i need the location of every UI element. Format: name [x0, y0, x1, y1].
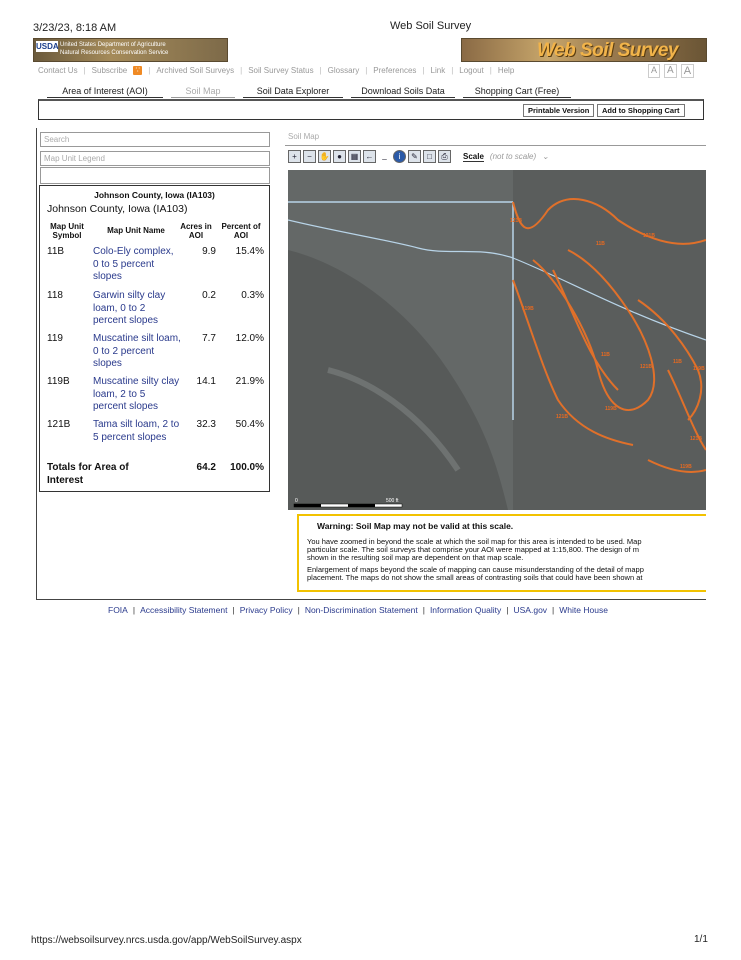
footer-information-quality[interactable]: Information Quality: [429, 605, 502, 615]
unit-symbol: 121B: [47, 419, 71, 430]
zoom-out-icon[interactable]: −: [303, 150, 316, 163]
site-footer: FOIA | Accessibility Statement | Privacy Policy | Non-Discrimination Statement | Information Quality | USA.gov | White House: [108, 605, 608, 615]
print-url: https://websoilsurvey.nrcs.usda.gov/app/WebSoilSurvey.aspx: [31, 935, 302, 946]
footer-accessibility[interactable]: Accessibility Statement: [140, 605, 228, 615]
warning-line: shown in the resulting soil map are dependent on that map scale.: [307, 553, 524, 562]
soil-label: 11B: [673, 359, 682, 365]
soil-map-image[interactable]: [288, 170, 706, 510]
tab-soil-map[interactable]: Soil Map: [171, 86, 235, 98]
tab-aoi[interactable]: Area of Interest (AOI): [47, 86, 163, 98]
pan-icon[interactable]: ✋: [319, 152, 330, 161]
footer-white-house[interactable]: White House: [559, 605, 608, 615]
svg-text:0: 0: [295, 498, 298, 504]
nav-status[interactable]: Soil Survey Status: [248, 66, 314, 75]
warning-line: You have zoomed in beyond the scale at which the soil map for this area is intended to be used. Map: [307, 537, 642, 546]
warning-line: Enlargement of maps beyond the scale of mapping can cause misunderstanding of the detail of mapp: [307, 565, 644, 574]
usda-agency-text: United States Department of Agriculture Natural Resources Conservation Service: [60, 42, 169, 56]
add-to-cart-button[interactable]: Add to Shopping Cart: [597, 104, 685, 117]
measure-icon[interactable]: ✎: [408, 150, 421, 163]
tab-download-soils-data[interactable]: Download Soils Data: [351, 86, 455, 98]
footer-privacy[interactable]: Privacy Policy: [239, 605, 293, 615]
unit-acres: 7.7: [202, 333, 216, 344]
wss-title: Web Soil Survey: [536, 40, 678, 61]
soil-label: 11B: [601, 352, 610, 358]
text-size-small[interactable]: A: [648, 64, 660, 78]
nav-help[interactable]: Help: [497, 66, 515, 75]
footer-non-discrimination[interactable]: Non-Discrimination Statement: [304, 605, 418, 615]
svg-text:500 ft: 500 ft: [386, 498, 399, 504]
chevron-down-icon[interactable]: ⌄: [542, 152, 549, 161]
nav-preferences[interactable]: Preferences: [373, 66, 417, 75]
soil-label: 121B: [510, 218, 522, 224]
soil-label: 121B: [643, 233, 655, 239]
nav-subscribe[interactable]: Subscribe: [91, 66, 128, 75]
legend-title: Johnson County, Iowa (IA103): [94, 190, 215, 200]
scale-label: Scale: [463, 151, 484, 161]
unit-percent: 12.0%: [235, 333, 264, 344]
unit-name-link[interactable]: Garwin silty clay loam, 0 to 2 percent slopes: [93, 290, 166, 326]
col-name-header: Map Unit Name: [107, 226, 165, 235]
unit-acres: 9.9: [202, 246, 216, 257]
print-datetime: 3/23/23, 8:18 AM: [33, 22, 117, 34]
usda-banner[interactable]: [33, 38, 228, 62]
printable-version-button[interactable]: Printable Version: [523, 104, 594, 117]
main-tabs: [47, 86, 588, 98]
soil-map-header[interactable]: Soil Map: [285, 132, 706, 146]
nav-glossary[interactable]: Glossary: [327, 66, 360, 75]
unit-name-link[interactable]: Muscatine silt loam, 0 to 2 percent slopes: [93, 333, 181, 369]
totals-label: Totals for Area of Interest: [47, 462, 129, 486]
col-symbol-header: Map Unit Symbol: [50, 222, 84, 240]
map-unit-legend: [39, 185, 270, 492]
soil-label: 119B: [522, 306, 534, 312]
soil-label: 119B: [605, 406, 617, 412]
soil-label: 119B: [693, 366, 705, 372]
footer-usa-gov[interactable]: USA.gov: [513, 605, 548, 615]
forward-arrow-icon[interactable]: _: [382, 151, 387, 160]
soil-label: 121B: [690, 436, 702, 442]
warning-line: placement. The maps do not show the small areas of contrasting soils that could have been shown at: [307, 573, 643, 582]
top-nav: Contact Us | Subscribe ∵ | Archived Soil Surveys | Soil Survey Status | Glossary | Preferences | Link | Logout | Help: [38, 66, 515, 75]
unit-percent: 0.3%: [241, 290, 264, 301]
unit-symbol: 11B: [47, 246, 65, 257]
unit-name-link[interactable]: Colo-Ely complex, 0 to 5 percent slopes: [93, 246, 174, 282]
unit-name-link[interactable]: Muscatine silty clay loam, 2 to 5 percent slopes: [93, 376, 180, 412]
map-toolbar: [288, 150, 549, 163]
globe-icon[interactable]: ●: [333, 150, 346, 163]
totals-acres: 64.2: [196, 462, 216, 473]
print-map-icon[interactable]: ⎙: [438, 150, 451, 163]
footer-foia[interactable]: FOIA: [108, 605, 128, 615]
nav-logout[interactable]: Logout: [459, 66, 484, 75]
unit-symbol: 118: [47, 290, 63, 301]
soil-label: 121B: [640, 364, 652, 370]
rss-icon[interactable]: ∵: [133, 66, 142, 75]
soil-label: 119B: [680, 464, 692, 470]
tab-shopping-cart[interactable]: Shopping Cart (Free): [463, 86, 571, 98]
text-size-large[interactable]: A: [681, 64, 694, 78]
identify-icon[interactable]: i: [393, 150, 406, 163]
unit-percent: 50.4%: [235, 419, 264, 430]
search-panel-header[interactable]: Search: [40, 132, 270, 147]
zoom-in-icon[interactable]: +: [288, 150, 301, 163]
nav-contact-us[interactable]: Contact Us: [38, 66, 78, 75]
nav-archived[interactable]: Archived Soil Surveys: [156, 66, 235, 75]
text-size-medium[interactable]: A: [664, 64, 677, 78]
soil-label: 121B: [556, 414, 568, 420]
clear-icon[interactable]: □: [423, 150, 436, 163]
soil-label: 11B: [596, 241, 605, 247]
unit-percent: 15.4%: [235, 246, 264, 257]
nav-link[interactable]: Link: [430, 66, 446, 75]
warning-title: Warning: Soil Map may not be valid at this scale.: [317, 521, 514, 531]
action-toolbar: [38, 99, 704, 120]
warning-line: particular scale. The soil surveys that comprise your AOI were mapped at 1:15,800. The design of m: [307, 545, 639, 554]
unit-acres: 32.3: [196, 419, 216, 430]
col-percent-header: Percent of AOI: [221, 222, 261, 240]
full-extent-icon[interactable]: ▦: [348, 150, 361, 163]
col-acres-header: Acres in AOI: [180, 222, 212, 240]
usda-logo: USDA: [36, 42, 59, 51]
text-size-controls: [648, 64, 694, 78]
unit-symbol: 119B: [47, 376, 70, 387]
unit-percent: 21.9%: [235, 376, 264, 387]
scale-select[interactable]: (not to scale): [489, 152, 537, 161]
unit-acres: 14.1: [196, 376, 216, 387]
legend-panel-spacer: [40, 167, 270, 184]
unit-acres: 0.2: [202, 290, 216, 301]
back-arrow-icon[interactable]: ←: [363, 150, 376, 163]
legend-subtitle: Johnson County, Iowa (IA103): [47, 203, 188, 215]
totals-percent: 100.0%: [230, 462, 264, 473]
unit-symbol: 119: [47, 333, 63, 344]
site-banner: [33, 38, 707, 62]
tab-soil-data-explorer[interactable]: Soil Data Explorer: [243, 86, 343, 98]
wss-banner: [461, 38, 707, 62]
print-page-number: 1/1: [694, 934, 708, 945]
legend-panel-header[interactable]: Map Unit Legend: [40, 151, 270, 166]
unit-name-link[interactable]: Tama silt loam, 2 to 5 percent slopes: [93, 419, 180, 443]
scale-warning: [297, 514, 706, 592]
print-page-title: Web Soil Survey: [390, 20, 472, 32]
